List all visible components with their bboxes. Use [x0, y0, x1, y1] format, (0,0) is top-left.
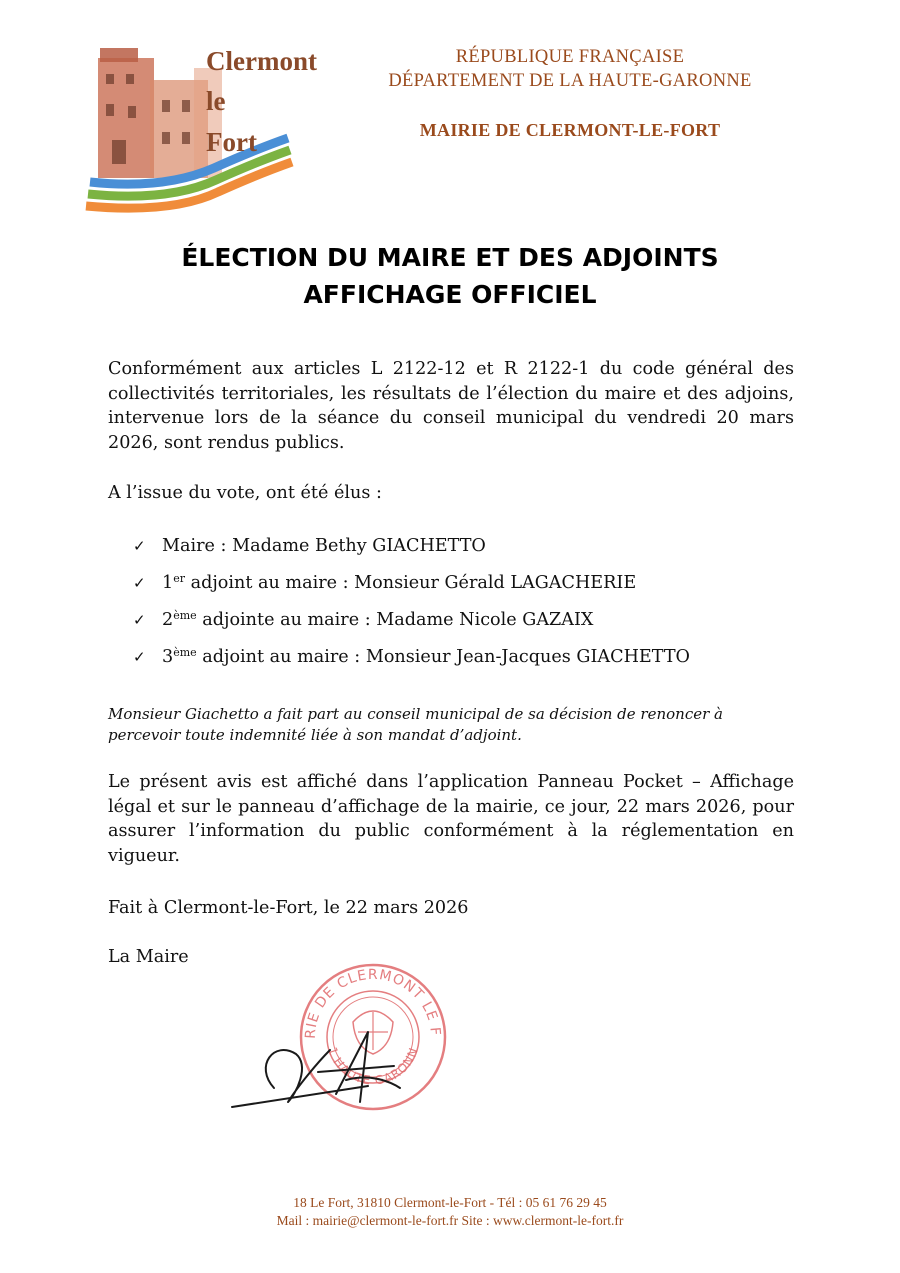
notice-paragraph: Le présent avis est affiché dans l’application Panneau Pocket – Affichage légal et sur le panneau d’affichage de la mairie, ce jour, 22 mars 2026, pour assurer l’information du public conformément à la réglementation en vigueur.: [108, 772, 794, 866]
list-item: ✓ 2ème adjointe au maire : Madame Nicole GAZAIX: [133, 609, 594, 630]
intro-paragraph: Conformément aux articles L 2122-12 et R 2122-1 du code général des collectivités territoriales, les résultats de l’élection du maire et des adjoins, intervenue lors de la séance du conseil municipal du vendredi 20 mars 2026, sont rendus publics.: [108, 359, 794, 453]
elected-intro: A l’issue du vote, ont été élus :: [108, 483, 382, 503]
done-at: Fait à Clermont-le-Fort, le 22 mars 2026: [108, 898, 469, 918]
elected-list: [133, 530, 690, 678]
document-subtitle: AFFICHAGE OFFICIEL: [303, 280, 597, 309]
note-paragraph: Monsieur Giachetto a fait part au conseil municipal de sa décision de renoncer à percevoir toute indemnité liée à son mandat d’adjoint.: [108, 705, 723, 744]
logo-text-line1: Clermont: [206, 46, 317, 76]
signatory: La Maire: [108, 947, 189, 967]
checkmark-icon: ✓: [133, 537, 146, 555]
checkmark-icon: ✓: [133, 611, 146, 629]
logo-text: [206, 46, 317, 157]
logo-text-line2: le: [206, 86, 226, 116]
elected-deputy-3: adjoint au maire : Monsieur Jean-Jacques GIACHETTO: [196, 647, 690, 667]
checkmark-icon: ✓: [133, 648, 146, 666]
elected-mayor: Maire : Madame Bethy GIACHETTO: [162, 536, 486, 556]
elected-deputy-2: adjointe au maire : Madame Nicole GAZAIX: [196, 610, 594, 630]
checkmark-icon: ✓: [133, 574, 146, 592]
footer-address: 18 Le Fort, 31810 Clermont-le-Fort - Tél : 05 61 76 29 45: [293, 1195, 607, 1210]
header-mairie: MAIRIE DE CLERMONT-LE-FORT: [419, 120, 721, 140]
official-stamp: [218, 962, 450, 1120]
list-item: [133, 530, 690, 567]
logo-text-line3: Fort: [206, 127, 257, 157]
header-department: DÉPARTEMENT DE LA HAUTE-GARONNE: [388, 71, 752, 91]
list-item: ✓ 3ème adjoint au maire : Monsieur Jean-Jacques GIACHETTO: [133, 646, 690, 667]
footer-contact: Mail : mairie@clermont-le-fort.fr Site : www.clermont-le-fort.fr: [276, 1213, 624, 1228]
elected-deputy-1: adjoint au maire : Monsieur Gérald LAGACHERIE: [184, 573, 637, 593]
svg-text:31 HAUTE GARONNE: 1 HAUTE GARONN: [325, 1045, 421, 1088]
document-title: ÉLECTION DU MAIRE ET DES ADJOINTS: [181, 243, 719, 272]
svg-text:MAIRIE DE CLERMONT LE FORT: RIE DE CLERMONT LE F: [302, 966, 444, 1040]
header-republic: RÉPUBLIQUE FRANÇAISE: [455, 47, 685, 67]
municipal-logo: [84, 40, 317, 220]
list-item: ✓ 1er adjoint au maire : Monsieur Gérald LAGACHERIE: [133, 572, 637, 593]
signature: [232, 1032, 400, 1107]
